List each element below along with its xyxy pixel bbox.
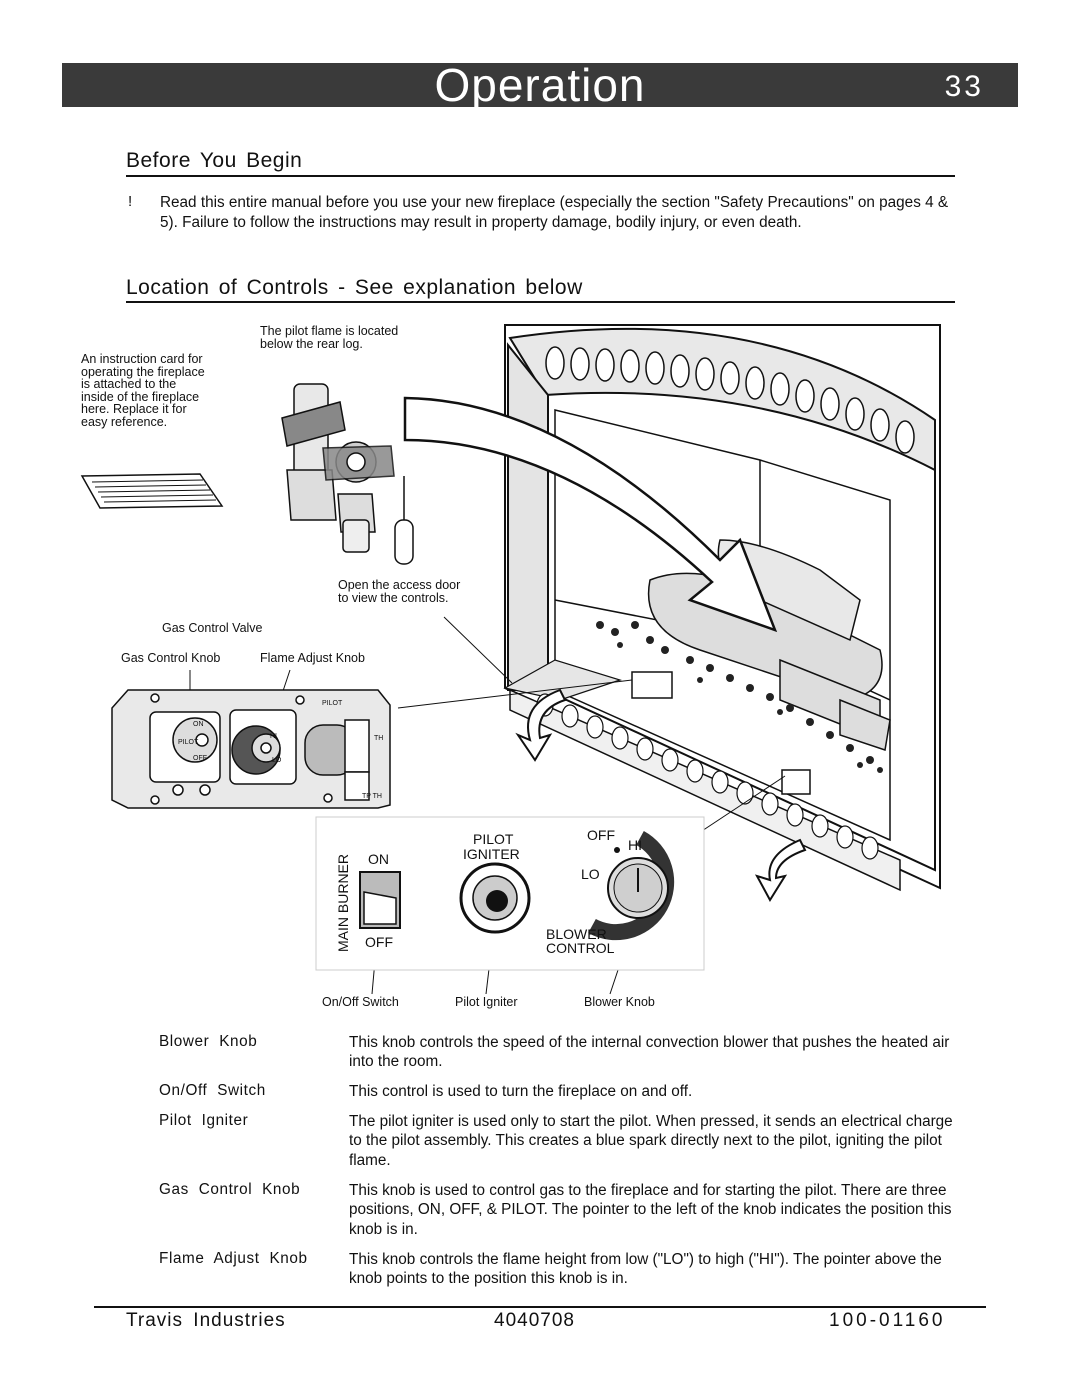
panel-on-label: ON bbox=[368, 851, 389, 867]
def-text-onoff-switch: This control is used to turn the fireplace on and off. bbox=[349, 1083, 693, 1100]
valve-tp-th-label: TP TH bbox=[362, 793, 382, 800]
pilot-assembly-illustration bbox=[282, 384, 413, 564]
panel-igniter-label: IGNITER bbox=[463, 846, 520, 862]
def-term-pilot-igniter: Pilot Igniter bbox=[159, 1112, 249, 1129]
onoff-switch-caption: On/Off Switch bbox=[322, 995, 399, 1009]
page-number: 33 bbox=[944, 70, 984, 103]
flame-adjust-knob-caption: Flame Adjust Knob bbox=[260, 651, 365, 665]
def-term-flame-adjust-knob: Flame Adjust Knob bbox=[159, 1250, 308, 1267]
panel-main-burner-label: MAIN BURNER bbox=[335, 853, 351, 952]
panel-pilot-label: PILOT bbox=[473, 831, 514, 847]
valve-knob-off-label: OFF bbox=[193, 755, 207, 762]
def-term-onoff-switch: On/Off Switch bbox=[159, 1082, 266, 1099]
def-text-gas-control-knob: This knob is used to control gas to the fireplace and for starting the pilot. There are three positions, ON, OFF, & PILOT. The pointer to the left of the knob indicates the position this knob is in. bbox=[349, 1182, 952, 1238]
panel-lo-label: LO bbox=[581, 866, 600, 882]
valve-knob-on-label: ON bbox=[193, 721, 204, 728]
gas-control-knob-caption: Gas Control Knob bbox=[121, 651, 221, 665]
gas-control-valve-illustration bbox=[112, 690, 390, 808]
panel-off-label-blower: OFF bbox=[587, 827, 615, 843]
instruction-card-caption: An instruction card for operating the fireplace is attached to the inside of the fireplace here. Replace it for easy reference. bbox=[81, 352, 205, 429]
def-term-blower-knob: Blower Knob bbox=[159, 1033, 258, 1050]
def-text-blower-knob: This knob controls the speed of the internal convection blower that pushes the heated air into the room. bbox=[349, 1034, 950, 1071]
access-door-caption: Open the access door to view the controls. bbox=[338, 578, 461, 605]
panel-hi-label: HI bbox=[628, 837, 642, 853]
def-term-gas-control-knob: Gas Control Knob bbox=[159, 1181, 301, 1198]
section-heading-before-you-begin: Before You Begin bbox=[126, 149, 303, 172]
warning-bullet: ! bbox=[128, 193, 133, 210]
def-text-flame-adjust-knob: This knob controls the flame height from low ("LO") to high ("HI"). The pointer above the knob points to the position this knob is in. bbox=[349, 1251, 942, 1288]
instruction-card-icon bbox=[82, 474, 222, 508]
valve-pilot-label: PILOT bbox=[322, 700, 343, 707]
section-heading-location-of-controls: Location of Controls - See explanation below bbox=[126, 276, 583, 299]
fireplace-illustration bbox=[405, 325, 940, 900]
footer-doc-number: 4040708 bbox=[494, 1310, 575, 1331]
valve-lo-label: LO bbox=[272, 757, 282, 764]
blower-knob-caption: Blower Knob bbox=[584, 995, 655, 1009]
footer-rule bbox=[94, 1306, 986, 1308]
gas-control-valve-caption: Gas Control Valve bbox=[162, 621, 263, 635]
panel-off-label: OFF bbox=[365, 934, 393, 950]
def-text-pilot-igniter: The pilot igniter is used only to start the pilot. When pressed, it sends an electrical charge to the pilot assembly. This creates a blue spark directly next to the pilot, igniting the pilot flame. bbox=[349, 1113, 953, 1169]
page-title: Operation bbox=[434, 59, 646, 111]
valve-th-label: TH bbox=[374, 735, 384, 742]
valve-knob-pilot-label: PILOT bbox=[178, 739, 199, 746]
panel-control-label: CONTROL bbox=[546, 940, 615, 956]
valve-hi-label: HI bbox=[270, 733, 277, 740]
before-you-begin-text: Read this entire manual before you use your new fireplace (especially the section "Safety Precautions" on pages 4 & 5). Failure to follow the instructions may result in property damage, bodily injury, or even death. bbox=[160, 194, 949, 231]
footer-part-number: 100-01160 bbox=[829, 1310, 946, 1331]
footer-company: Travis Industries bbox=[126, 1310, 286, 1331]
pilot-igniter-caption: Pilot Igniter bbox=[455, 995, 518, 1009]
pilot-flame-caption: The pilot flame is located below the rear log. bbox=[260, 324, 399, 351]
panel-blower-label: BLOWER bbox=[546, 926, 607, 942]
